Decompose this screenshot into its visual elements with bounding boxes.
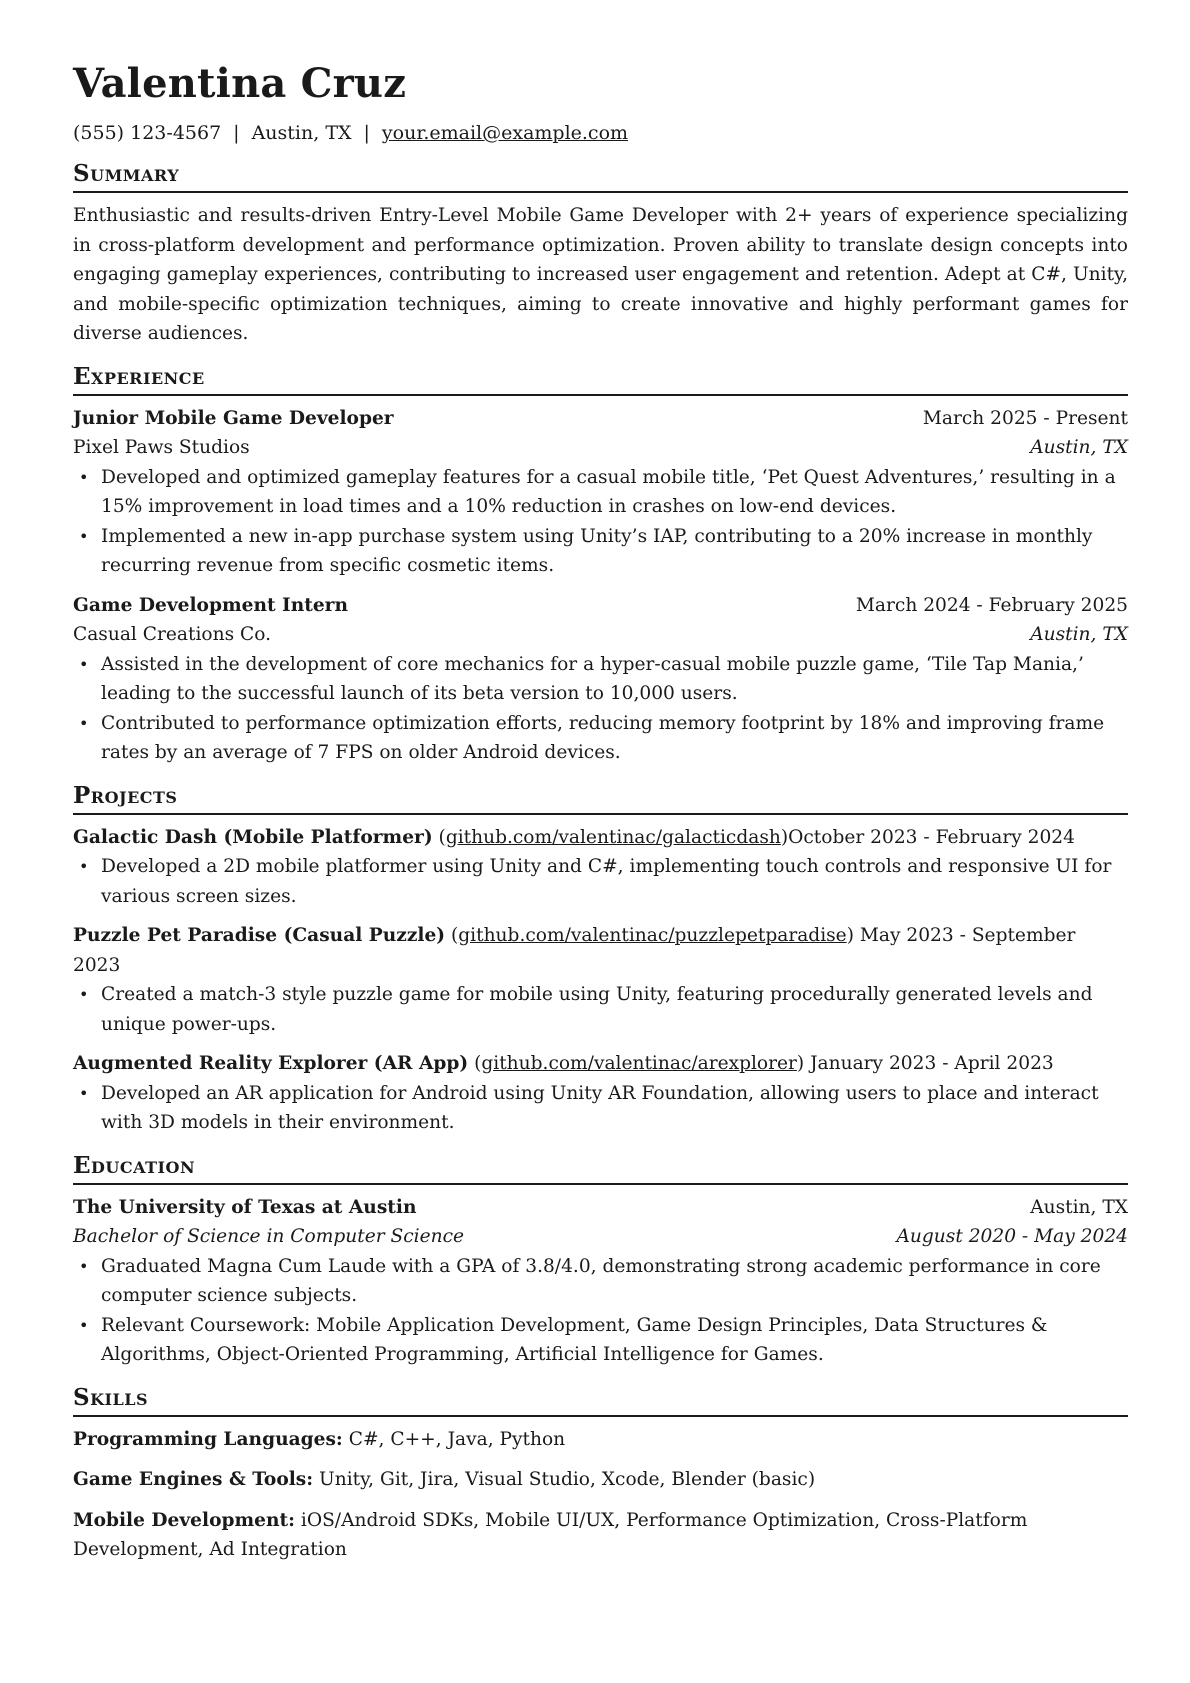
experience-header-row bbox=[73, 591, 1128, 621]
project-header: Augmented Reality Explorer (AR App) (github.com/valentinac/arexplorer) January 2023 - April 2023 bbox=[73, 1053, 1054, 1074]
contact-line bbox=[73, 120, 1128, 146]
contact-separator: | bbox=[363, 122, 370, 144]
list-item: • Developed an AR application for Android using Unity AR Foundation, allowing users to place and interact with 3D models in their environment. bbox=[101, 1079, 1128, 1138]
skills-section bbox=[73, 1383, 1128, 1565]
job-dates: March 2025 - Present bbox=[922, 407, 1128, 429]
project-entry bbox=[73, 1049, 1128, 1138]
skill-value: C#, C++, Java, Python bbox=[348, 1428, 566, 1450]
job-dates: March 2024 - February 2025 bbox=[855, 594, 1128, 616]
experience-bullets bbox=[73, 463, 1128, 581]
list-item: • Contributed to performance optimization efforts, reducing memory footprint by 18% and improving frame rates by an average of 7 FPS on older Android devices. bbox=[101, 709, 1128, 768]
company-name: Pixel Paws Studios bbox=[73, 437, 250, 458]
project-name: Galactic Dash (Mobile Platformer) bbox=[73, 826, 433, 848]
experience-company-row bbox=[73, 433, 1128, 463]
section-title-experience: Experience bbox=[73, 362, 1128, 396]
skill-value: iOS/Android SDKs, Mobile UI/UX, Performance Optimization, Cross-Platform Development, Ad Integration bbox=[73, 1509, 1028, 1560]
list-item: • Implemented a new in-app purchase system using Unity’s IAP, contributing to a 20% increase in monthly recurring revenue from specific cosmetic items. bbox=[101, 522, 1128, 581]
skill-value: Unity, Git, Jira, Visual Studio, Xcode, Blender (basic) bbox=[319, 1469, 816, 1490]
company-name: Casual Creations Co. bbox=[73, 624, 272, 645]
contact-separator: | bbox=[233, 122, 240, 144]
skill-label: Game Engines & Tools: bbox=[73, 1469, 314, 1490]
school-location: Austin, TX bbox=[1030, 1196, 1128, 1218]
list-item: • Graduated Magna Cum Laude with a GPA of 3.8/4.0, demonstrating strong academic performance in core computer science subjects. bbox=[101, 1252, 1128, 1311]
phone-number: (555) 123-4567 bbox=[73, 122, 222, 144]
project-name: Puzzle Pet Paradise (Casual Puzzle) bbox=[73, 925, 446, 946]
project-bullets bbox=[73, 852, 1128, 911]
school-name: The University of Texas at Austin bbox=[73, 1196, 417, 1218]
skill-label: Mobile Development: bbox=[73, 1509, 295, 1531]
project-header: Galactic Dash (Mobile Platformer) (github.com/valentinac/galacticdash)October 2023 - February 2024 bbox=[73, 826, 1075, 848]
list-item: • Assisted in the development of core mechanics for a hyper-casual mobile puzzle game, ‘Tile Tap Mania,’ leading to the successful launch of its beta version to 10,000 users. bbox=[101, 650, 1128, 709]
project-bullets bbox=[73, 980, 1128, 1039]
skill-line bbox=[73, 1506, 1128, 1565]
education-section bbox=[73, 1151, 1128, 1370]
project-link[interactable]: github.com/valentinac/galacticdash bbox=[445, 826, 781, 848]
experience-bullets bbox=[73, 650, 1128, 768]
summary-section bbox=[73, 159, 1128, 349]
project-bullets bbox=[73, 1079, 1128, 1138]
list-item: • Developed a 2D mobile platformer using Unity and C#, implementing touch controls and responsive UI for various screen sizes. bbox=[101, 852, 1128, 911]
job-location: Austin, TX bbox=[1030, 624, 1128, 645]
education-entry bbox=[73, 1193, 1128, 1370]
project-entry bbox=[73, 921, 1128, 1039]
project-header: Puzzle Pet Paradise (Casual Puzzle) (github.com/valentinac/puzzlepetparadise) May 2023 - September 2023 bbox=[73, 925, 1076, 976]
section-title-summary: Summary bbox=[73, 159, 1128, 193]
projects-section bbox=[73, 781, 1128, 1138]
resume-page bbox=[73, 58, 1128, 1576]
summary-text: Enthusiastic and results-driven Entry-Level Mobile Game Developer with 2+ years of experience specializing in cross-platform development and performance optimization. Proven ability to translate design concepts into engaging gameplay experiences, contributing to increased user engagement and retention. Adept at C#, Unity, and mobile-specific optimization techniques, aiming to create innovative and highly performant games for diverse audiences. bbox=[73, 205, 1128, 344]
candidate-name: Valentina Cruz bbox=[73, 60, 407, 107]
job-title: Game Development Intern bbox=[73, 594, 348, 616]
skill-label: Programming Languages: bbox=[73, 1428, 343, 1450]
section-title-education: Education bbox=[73, 1151, 1128, 1185]
project-dates: October 2023 - February 2024 bbox=[788, 826, 1075, 848]
experience-header-row bbox=[73, 404, 1128, 434]
section-title-projects: Projects bbox=[73, 781, 1128, 815]
skill-line bbox=[73, 1425, 1128, 1455]
list-item: • Created a match-3 style puzzle game for mobile using Unity, featuring procedurally generated levels and unique power-ups. bbox=[101, 980, 1128, 1039]
project-dates: January 2023 - April 2023 bbox=[810, 1053, 1054, 1074]
education-header-row bbox=[73, 1193, 1128, 1223]
experience-entry bbox=[73, 404, 1128, 581]
project-link[interactable]: github.com/valentinac/arexplorer bbox=[481, 1053, 797, 1074]
experience-entry bbox=[73, 591, 1128, 768]
project-entry bbox=[73, 823, 1128, 912]
section-title-skills: Skills bbox=[73, 1383, 1128, 1417]
education-degree-row bbox=[73, 1222, 1128, 1252]
list-item: • Relevant Coursework: Mobile Application Development, Game Design Principles, Data Structures & Algorithms, Object-Oriented Programming, Artificial Intelligence for Games. bbox=[101, 1311, 1128, 1370]
education-bullets bbox=[73, 1252, 1128, 1370]
location-text: Austin, TX bbox=[251, 122, 352, 144]
degree-name: Bachelor of Science in Computer Science bbox=[73, 1226, 465, 1247]
skill-line bbox=[73, 1465, 1128, 1495]
job-location: Austin, TX bbox=[1030, 437, 1128, 458]
job-title: Junior Mobile Game Developer bbox=[73, 407, 394, 429]
project-link[interactable]: github.com/valentinac/puzzlepetparadise bbox=[458, 925, 847, 946]
project-name: Augmented Reality Explorer (AR App) bbox=[73, 1053, 469, 1074]
list-item: • Developed and optimized gameplay features for a casual mobile title, ‘Pet Quest Adventures,’ resulting in a 15% improvement in load times and a 10% reduction in crashes on low-end devices. bbox=[101, 463, 1128, 522]
experience-company-row bbox=[73, 620, 1128, 650]
project-dates: May 2023 - September 2023 bbox=[73, 925, 1076, 976]
experience-section bbox=[73, 362, 1128, 768]
education-dates: August 2020 - May 2024 bbox=[896, 1226, 1128, 1247]
email-link[interactable]: your.email@example.com bbox=[381, 122, 629, 144]
